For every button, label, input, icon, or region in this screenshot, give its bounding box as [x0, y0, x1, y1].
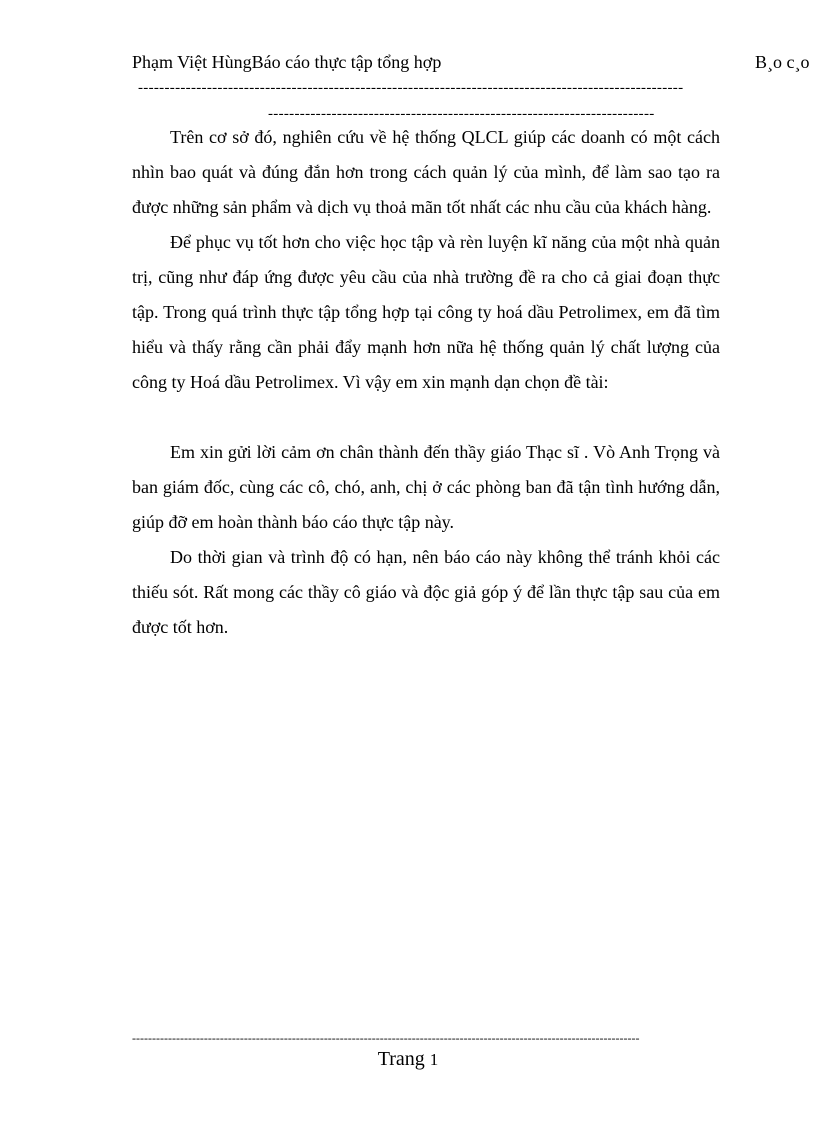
page-footer — [0, 1048, 816, 1071]
header-title: Phạm Việt HùngBáo cáo thực tập tổng hợp — [132, 52, 442, 72]
body-paragraph-4: Do thời gian và trình độ có hạn, nên báo cáo này không thể tránh khỏi các thiếu sót. Rất mong các thầy cô giáo và độc giả góp ý để lần thực tập sau của em được tốt hơn. — [132, 547, 720, 637]
footer-separator: ------------------------------------------------------------------------------------------------------------------------------- — [132, 1031, 640, 1045]
header-right-label: B¸o c¸o — [755, 52, 810, 72]
body-paragraph-2: Để phục vụ tốt hơn cho việc học tập và rèn luyện kĩ năng của một nhà quản trị, cũng như đáp ứng được yêu cầu của nhà trường đề ra cho cả giai đoạn thực tập. Trong quá trình thực tập tổng hợp tại công ty hoá dầu Petrolimex, em đã tìm hiểu và thấy rằng cần phải đẩy mạnh hơn nữa hệ thống quản lý chất lượng của công ty Hoá dầu Petrolimex. Vì vậy em xin mạnh dạn chọn đề tài: — [132, 232, 720, 392]
page-label: Trang — [377, 1048, 425, 1070]
document-body — [132, 120, 720, 645]
header-separator-bottom: ------------------------------------------------------------------------- — [268, 106, 655, 122]
header-separator-top: ------------------------------------------------------------------------------------------------------- — [138, 80, 684, 96]
body-paragraph-1: Trên cơ sở đó, nghiên cứu về hệ thống QLCL giúp các doanh có một cách nhìn bao quát và đúng đắn hơn trong cách quản lý của mình, để làm sao tạo ra được những sản phẩm và dịch vụ thoả mãn tốt nhất các nhu cầu của khách hàng. — [132, 127, 720, 217]
page-number: 1 — [429, 1050, 439, 1069]
body-paragraph-3: Em xin gửi lời cảm ơn chân thành đến thầy giáo Thạc sĩ . Vò Anh Trọng và ban giám đốc, cùng các cô, chó, anh, chị ở các phòng ban đã tận tình hướng dẫn, giúp đỡ em hoàn thành báo cáo thực tập này. — [132, 442, 720, 532]
